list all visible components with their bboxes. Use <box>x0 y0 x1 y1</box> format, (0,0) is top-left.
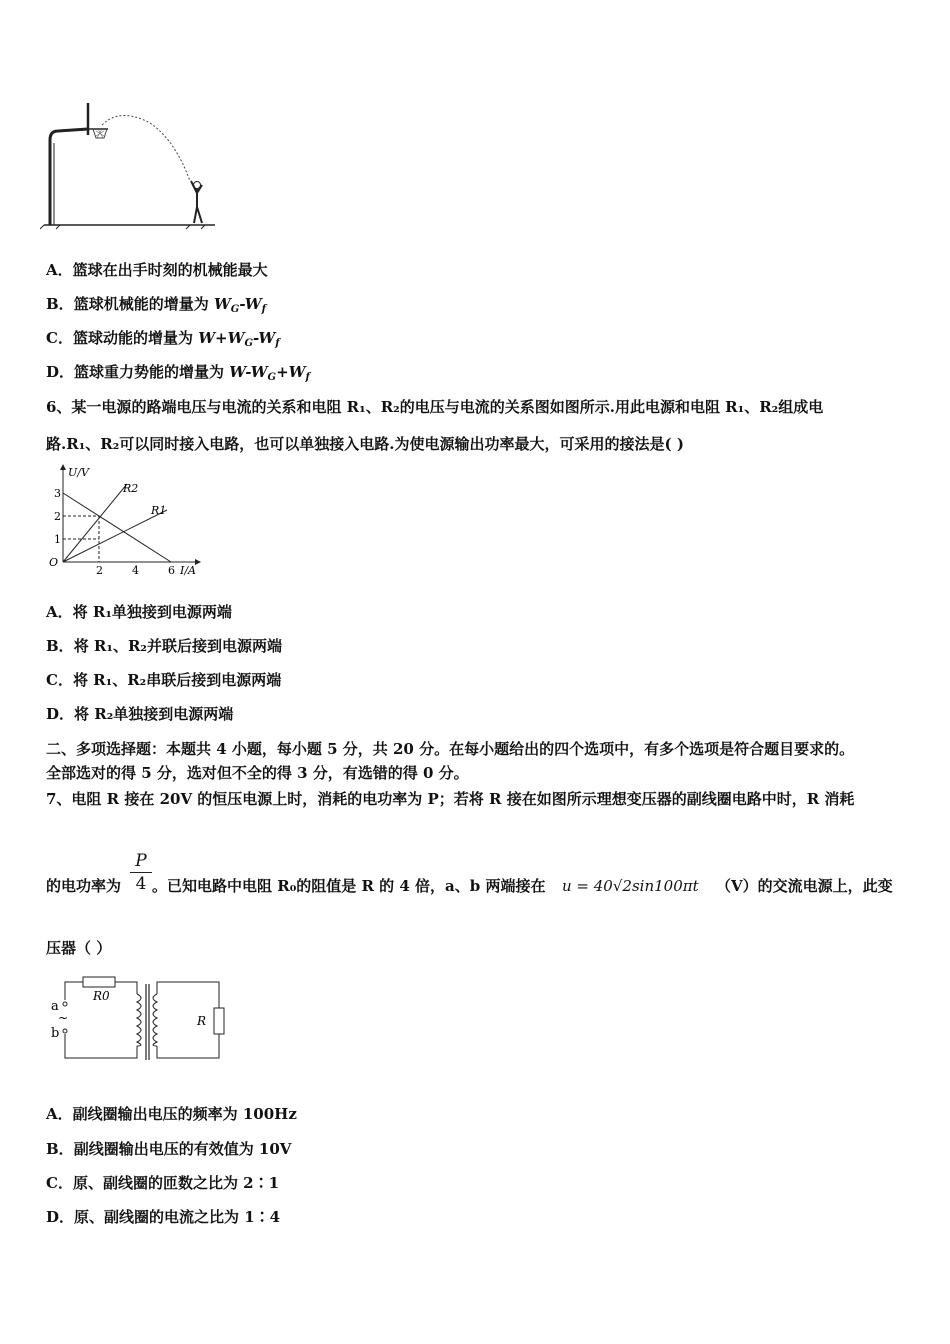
q7-formula: u = 40√2sin100πt <box>562 877 699 895</box>
terminal-b: b <box>51 1026 60 1041</box>
x-tick-2: 2 <box>96 564 103 577</box>
r1-line <box>63 510 167 562</box>
r-resistor <box>214 1008 224 1034</box>
q6-stem-line1: 6、某一电源的路端电压与电流的关系和电阻 R₁、R₂的电压与电流的关系图如图所示.用此电源和电阻 R₁、R₂组成电 <box>46 398 824 416</box>
q6-stem-line2: 路.R₁、R₂可以同时接入电路，也可以单独接入电路.为使电源输出功率最大，可采用的接法是( ) <box>46 435 684 453</box>
y-tick-1: 1 <box>54 533 61 546</box>
q6-option-d[interactable]: D．将 R₂单独接到电源两端 <box>46 705 234 723</box>
q7-stem-line2-mid: 。已知电路中电阻 R₀的阻值是 R 的 4 倍，a、b 两端接在 <box>152 877 546 895</box>
q7-stem-line3: 压器（ ） <box>46 939 112 957</box>
r2-label: R2 <box>123 482 139 495</box>
y-tick-2: 2 <box>54 510 61 523</box>
q7-frac-num: P <box>130 850 152 873</box>
q5-option-a[interactable]: A．篮球在出手时刻的机械能最大 <box>46 261 268 279</box>
y-tick-3: 3 <box>54 487 61 500</box>
q7-option-d[interactable]: D．原、副线圈的电流之比为 1∶4 <box>46 1208 281 1226</box>
section2-line1: 二、多项选择题：本题共 4 小题，每小题 5 分，共 20 分。在每小题给出的四个选项中，有多个选项是符合题目要求的。 <box>46 740 855 758</box>
basketball-figure <box>40 95 240 235</box>
q7-option-c[interactable]: C．原、副线圈的匝数之比为 2∶1 <box>46 1174 280 1192</box>
x-axis-label: I/A <box>180 564 196 577</box>
x-tick-6: 6 <box>168 564 175 577</box>
q7-stem-line2-pre: 的电功率为 <box>46 877 122 895</box>
q7-circuit-diagram <box>45 970 235 1065</box>
r0-label: R0 <box>93 989 110 1003</box>
x-tick-4: 4 <box>132 564 139 577</box>
q5-option-d[interactable]: D．篮球重力势能的增量为 $W-W_G+W_f$ <box>46 363 310 383</box>
q6-option-b[interactable]: B．将 R₁、R₂并联后接到电源两端 <box>46 637 282 655</box>
terminal-a: a <box>51 999 59 1014</box>
y-axis-label: U/V <box>68 466 89 479</box>
q7-frac-den: 4 <box>135 874 147 894</box>
q5-option-b[interactable]: B．篮球机械能的增量为 $W_G-W_f$ <box>46 295 266 315</box>
r-label: R <box>197 1014 207 1028</box>
q5-option-c[interactable]: C．篮球动能的增量为 $W+W_G-W_f$ <box>46 329 280 349</box>
q6-option-a[interactable]: A．将 R₁单独接到电源两端 <box>46 603 232 621</box>
section2-line2: 全部选对的得 5 分，选对但不全的得 3 分，有选错的得 0 分。 <box>46 764 469 782</box>
ac-source-symbol: ~ <box>58 1011 69 1025</box>
r1-label: R1 <box>151 504 167 517</box>
q7-option-b[interactable]: B．副线圈输出电压的有效值为 10V <box>46 1140 292 1158</box>
q6-option-c[interactable]: C．将 R₁、R₂串联后接到电源两端 <box>46 671 282 689</box>
r0-resistor <box>83 977 115 987</box>
q7-option-a[interactable]: A．副线圈输出电压的频率为 100Hz <box>46 1105 297 1123</box>
q7-stem-line2-post: （V）的交流电源上，此变 <box>716 877 893 895</box>
q6-ui-graph <box>45 462 215 577</box>
origin-label: O <box>49 556 59 569</box>
q7-fraction <box>130 850 152 895</box>
q7-stem-line1: 7、电阻 R 接在 20V 的恒压电源上时，消耗的电功率为 P；若将 R 接在如图所示理想变压器的副线圈电路中时，R 消耗 <box>46 790 855 808</box>
r2-line <box>63 484 127 562</box>
